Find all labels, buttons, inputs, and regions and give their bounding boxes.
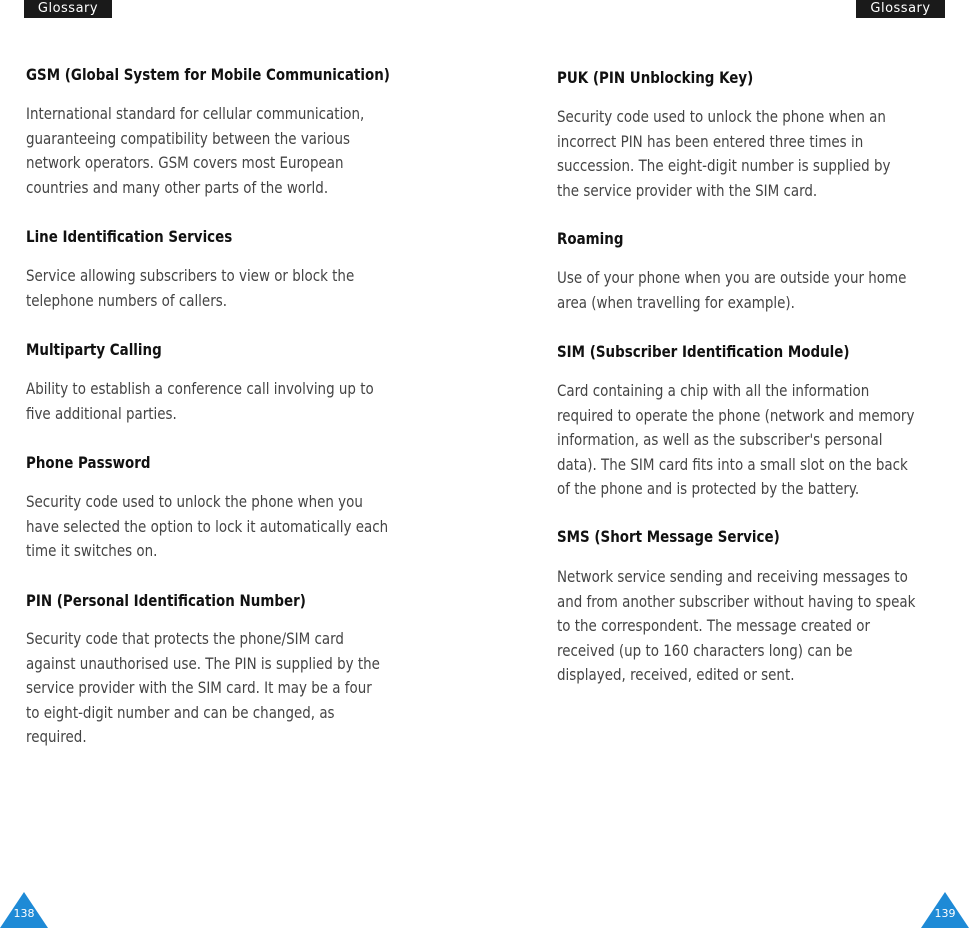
term-definition: Security code that protects the phone/SIM card against unauthorised use. The PIN is supplied by the service provider with the SIM card. It may be a four to eight-digit number and can be changed, as required. (26, 629, 380, 746)
page-number-label: 139 (934, 907, 956, 920)
term-heading: PIN (Personal Identification Number) (26, 591, 306, 610)
term-heading: Phone Password (26, 453, 151, 472)
term-heading: PUK (PIN Unblocking Key) (557, 68, 754, 87)
page-number-right (921, 890, 969, 928)
term-heading: SMS (Short Message Service) (557, 527, 780, 546)
section-tab-left: Glossary (24, 0, 112, 18)
term-definition: International standard for cellular communication, guaranteeing compatibility between the various network operators. GSM covers most European countries and many other parts of the world. (26, 104, 365, 197)
term-heading: Roaming (557, 229, 624, 248)
term-definition: Security code used to unlock the phone when an incorrect PIN has been entered three times in succession. The eight-digit number is supplied by the service provider with the SIM card. (557, 107, 891, 200)
term-definition: Network service sending and receiving messages to and from another subscriber without having to speak to the correspondent. The message created or received (up to 160 characters long) can be displayed, received, edited or sent. (557, 567, 916, 684)
term-heading: Multiparty Calling (26, 340, 162, 359)
term-definition: Card containing a chip with all the information required to operate the phone (network and memory information, as well as the subscriber's personal data). The SIM card fits into a small slot on the back of the phone and is protected by the battery. (557, 381, 915, 498)
term-definition: Security code used to unlock the phone when you have selected the option to lock it automatically each time it switches on. (26, 492, 389, 560)
term-definition: Ability to establish a conference call involving up to five additional parties. (26, 379, 374, 423)
page-number-left (0, 890, 48, 928)
term-definition: Use of your phone when you are outside your home area (when travelling for example). (557, 268, 907, 312)
term-heading: SIM (Subscriber Identification Module) (557, 342, 850, 361)
section-tab-right: Glossary (856, 0, 945, 18)
term-definition: Service allowing subscribers to view or block the telephone numbers of callers. (26, 266, 355, 310)
term-heading: Line Identification Services (26, 227, 233, 246)
term-heading: GSM (Global System for Mobile Communication) (26, 65, 390, 84)
page-number-label: 138 (13, 907, 35, 920)
